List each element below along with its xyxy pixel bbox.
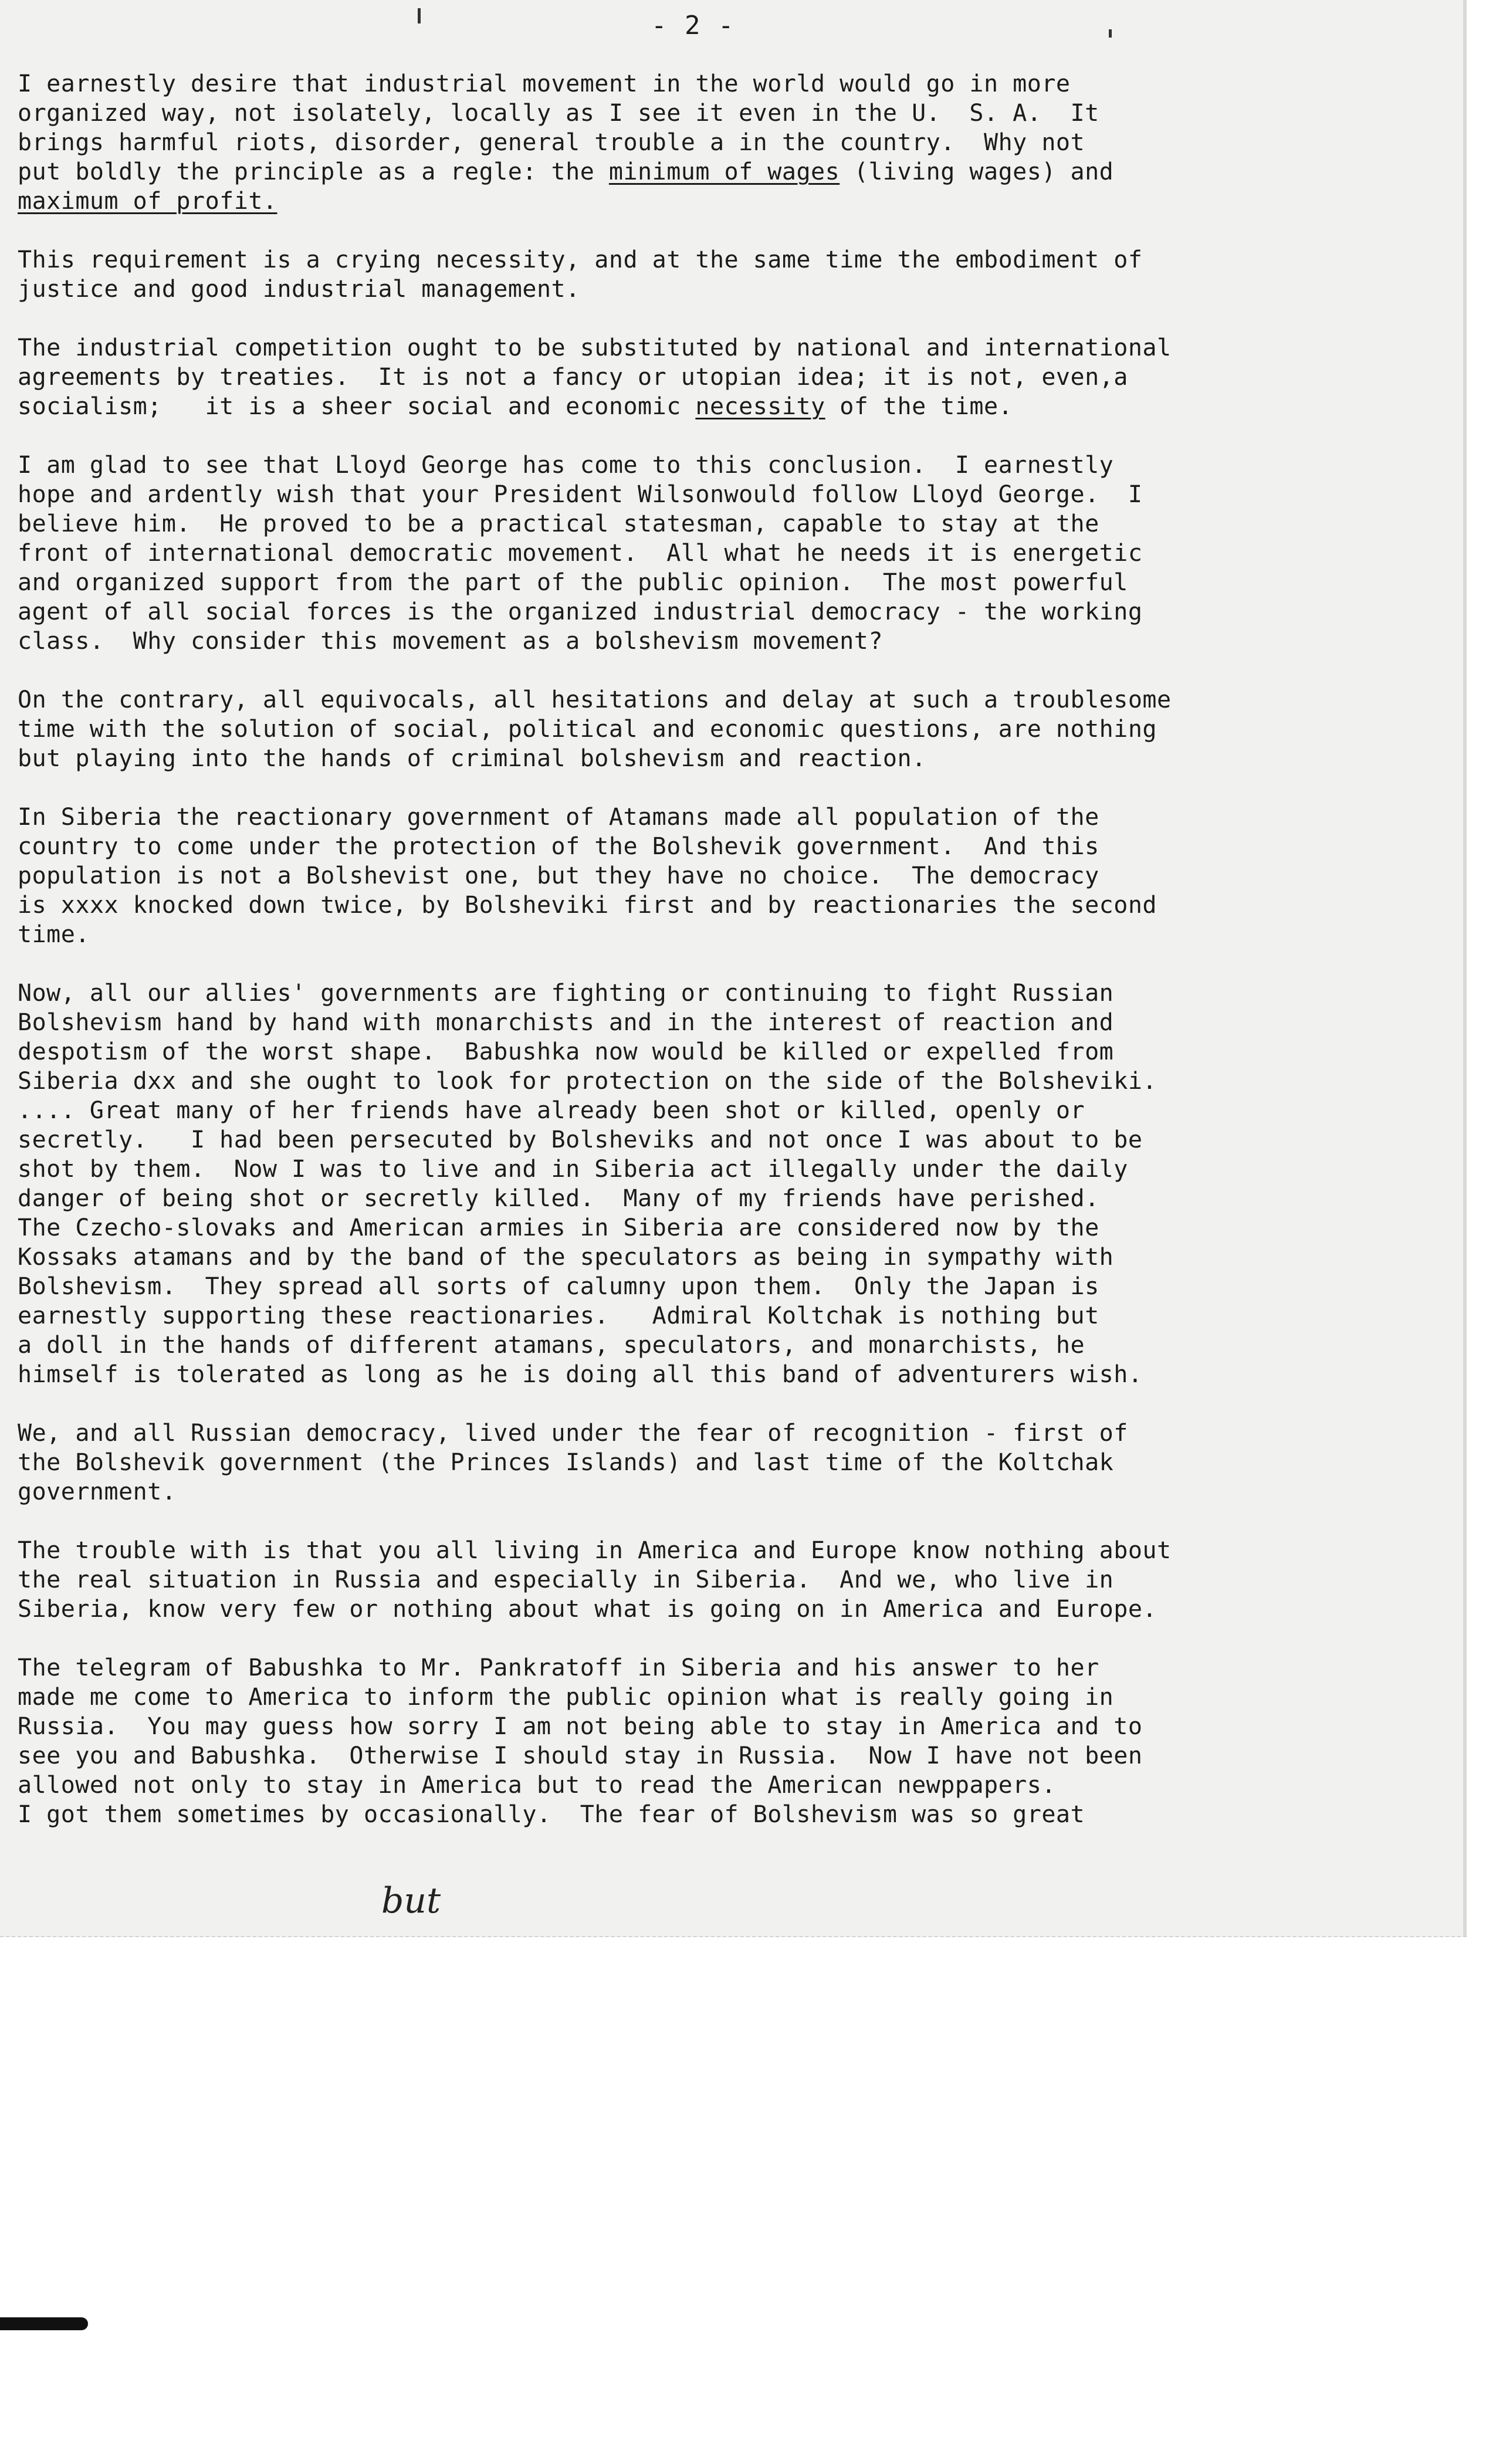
text-line [18,1155,1449,1184]
text-line [18,1419,1449,1448]
paragraph [18,1653,1449,1829]
text-line [18,451,1449,480]
text-segment: We, and all Russian democracy, lived under the fear of recognition - first of [18,1420,1128,1447]
underlined-text: minimum of wages [608,158,840,185]
text-line [18,1595,1449,1624]
text-segment: Bolshevism. They spread all sorts of calumny upon them. Only the Japan is [18,1273,1099,1300]
text-segment: I got them sometimes by occasionally. The fear of Bolshevism was so great [18,1801,1085,1828]
text-segment: justice and good industrial management. [18,276,580,303]
text-segment: allowed not only to stay in America but to read the American newppapers. [18,1772,1056,1799]
text-segment: time with the solution of social, political and economic questions, are nothing [18,716,1157,743]
paragraph [18,333,1449,421]
text-line [18,1448,1449,1477]
text-segment: I am glad to see that Lloyd George has come to this conclusion. I earnestly [18,452,1114,479]
text-segment: population is not a Bolshevist one, but they have no choice. The democracy [18,862,1099,889]
text-line [18,979,1449,1008]
text-line [18,1008,1449,1037]
text-segment: believe him. He proved to be a practical statesman, capable to stay at the [18,510,1099,537]
text-line [18,1331,1449,1360]
text-segment: government. [18,1478,177,1505]
paragraph [18,451,1449,656]
punch-mark [418,8,421,23]
text-line [18,1565,1449,1595]
text-line [18,1771,1449,1800]
text-segment: Now, all our allies' governments are fighting or continuing to fight Russian [18,980,1114,1007]
text-line [18,1536,1449,1565]
paragraph [18,1536,1449,1624]
text-line [18,1037,1449,1067]
handwritten-correction: but [381,1880,441,1921]
text-line [18,275,1449,304]
underlined-text: maximum of profit. [18,188,277,215]
text-segment: of the time. [825,393,1013,420]
text-segment: (living wages) and [840,158,1114,185]
text-line [18,861,1449,891]
text-segment: agreements by treaties. It is not a fancy or utopian idea; it is not, even,a [18,364,1128,391]
paragraph [18,1419,1449,1507]
paragraph [18,685,1449,773]
text-segment: country to come under the protection of the Bolshevik government. And this [18,833,1099,860]
text-segment: himself is tolerated as long as he is doing all this band of adventurers wish. [18,1361,1143,1388]
text-line [18,245,1449,275]
text-segment: earnestly supporting these reactionaries. Admiral Koltchak is nothing but [18,1302,1099,1329]
text-line [18,1800,1449,1829]
text-segment: class. Why consider this movement as a bolshevism movement? [18,628,883,655]
text-segment: made me come to America to inform the public opinion what is really going in [18,1684,1114,1711]
text-line [18,685,1449,715]
text-line [18,891,1449,920]
text-line [18,1096,1449,1125]
text-segment: and organized support from the part of the public opinion. The most powerful [18,569,1128,596]
text-segment: front of international democratic movement. All what he needs it is energetic [18,540,1143,567]
text-line [18,1125,1449,1155]
text-line [18,803,1449,832]
text-segment: time. [18,921,90,948]
page-edge [1463,0,1467,1936]
text-line [18,1272,1449,1301]
text-segment: I earnestly desire that industrial movement in the world would go in more [18,70,1071,97]
text-segment: Russia. You may guess how sorry I am not being able to stay in America and to [18,1713,1143,1740]
text-line [18,1213,1449,1243]
letter-body [18,69,1449,1859]
text-segment: On the contrary, all equivocals, all hesitations and delay at such a troublesome [18,686,1172,713]
text-line [18,99,1449,128]
text-line [18,744,1449,773]
text-line [18,157,1449,187]
text-line [18,1360,1449,1389]
text-segment: but playing into the hands of criminal bolshevism and reaction. [18,745,926,772]
text-segment: put boldly the principle as a regle: the [18,158,609,185]
text-segment: danger of being shot or secretly killed. Many of my friends have perished. [18,1185,1099,1212]
punch-mark [1109,29,1112,38]
text-line [18,392,1449,421]
underlined-text: necessity [695,393,825,420]
text-segment: The Czecho-slovaks and American armies in Siberia are considered now by the [18,1214,1099,1241]
text-line [18,597,1449,627]
text-line [18,1741,1449,1771]
text-line [18,568,1449,597]
text-segment: the real situation in Russia and especially in Siberia. And we, who live in [18,1566,1114,1593]
text-line [18,509,1449,539]
text-line [18,1301,1449,1331]
text-line [18,187,1449,216]
text-segment: The industrial competition ought to be substituted by national and international [18,334,1172,361]
text-segment: Bolshevism hand by hand with monarchists and in the interest of reaction and [18,1009,1114,1036]
text-segment: Siberia, know very few or nothing about what is going on in America and Europe. [18,1596,1157,1623]
text-line [18,832,1449,861]
text-line [18,1243,1449,1272]
text-line [18,1067,1449,1096]
text-segment: the Bolshevik government (the Princes Islands) and last time of the Koltchak [18,1449,1114,1476]
text-segment: brings harmful riots, disorder, general trouble a in the country. Why not [18,129,1085,156]
text-segment: despotism of the worst shape. Babushka now would be killed or expelled from [18,1038,1114,1065]
paragraph [18,245,1449,304]
text-line [18,69,1449,99]
text-line [18,920,1449,949]
paragraph [18,803,1449,949]
text-segment: socialism; it is a sheer social and economic [18,393,696,420]
text-segment: hope and ardently wish that your President Wilsonwould follow Lloyd George. I [18,481,1143,508]
text-line [18,1712,1449,1741]
text-segment: The telegram of Babushka to Mr. Pankratoff in Siberia and his answer to her [18,1654,1099,1681]
scan-edge-mark [0,2317,88,2330]
text-line [18,715,1449,744]
text-segment: .... Great many of her friends have already been shot or killed, openly or [18,1097,1085,1124]
text-segment: This requirement is a crying necessity, and at the same time the embodiment of [18,246,1143,273]
text-segment: agent of all social forces is the organized industrial democracy - the working [18,598,1143,625]
text-line [18,1683,1449,1712]
text-line [18,1653,1449,1683]
paragraph [18,979,1449,1389]
text-line [18,363,1449,392]
text-line [18,627,1449,656]
text-segment: organized way, not isolately, locally as I see it even in the U. S. A. It [18,100,1099,127]
text-segment: is xxxx knocked down twice, by Bolsheviki first and by reactionaries the second [18,892,1157,919]
text-segment: see you and Babushka. Otherwise I should stay in Russia. Now I have not been [18,1742,1143,1769]
page-number: - 2 - [651,11,735,40]
text-segment: secretly. I had been persecuted by Bolsheviks and not once I was about to be [18,1126,1143,1153]
text-segment: a doll in the hands of different atamans, speculators, and monarchists, he [18,1332,1085,1359]
text-segment: In Siberia the reactionary government of Atamans made all population of the [18,804,1099,831]
text-segment: Kossaks atamans and by the band of the speculators as being in sympathy with [18,1244,1114,1271]
text-segment: The trouble with is that you all living in America and Europe know nothing about [18,1537,1172,1564]
paragraph [18,69,1449,216]
text-line [18,539,1449,568]
text-line [18,128,1449,157]
text-line [18,480,1449,509]
text-segment: shot by them. Now I was to live and in Siberia act illegally under the daily [18,1156,1128,1183]
text-line [18,1477,1449,1507]
text-line [18,333,1449,363]
text-segment: Siberia dxx and she ought to look for protection on the side of the Bolsheviki. [18,1068,1157,1095]
text-line [18,1184,1449,1213]
